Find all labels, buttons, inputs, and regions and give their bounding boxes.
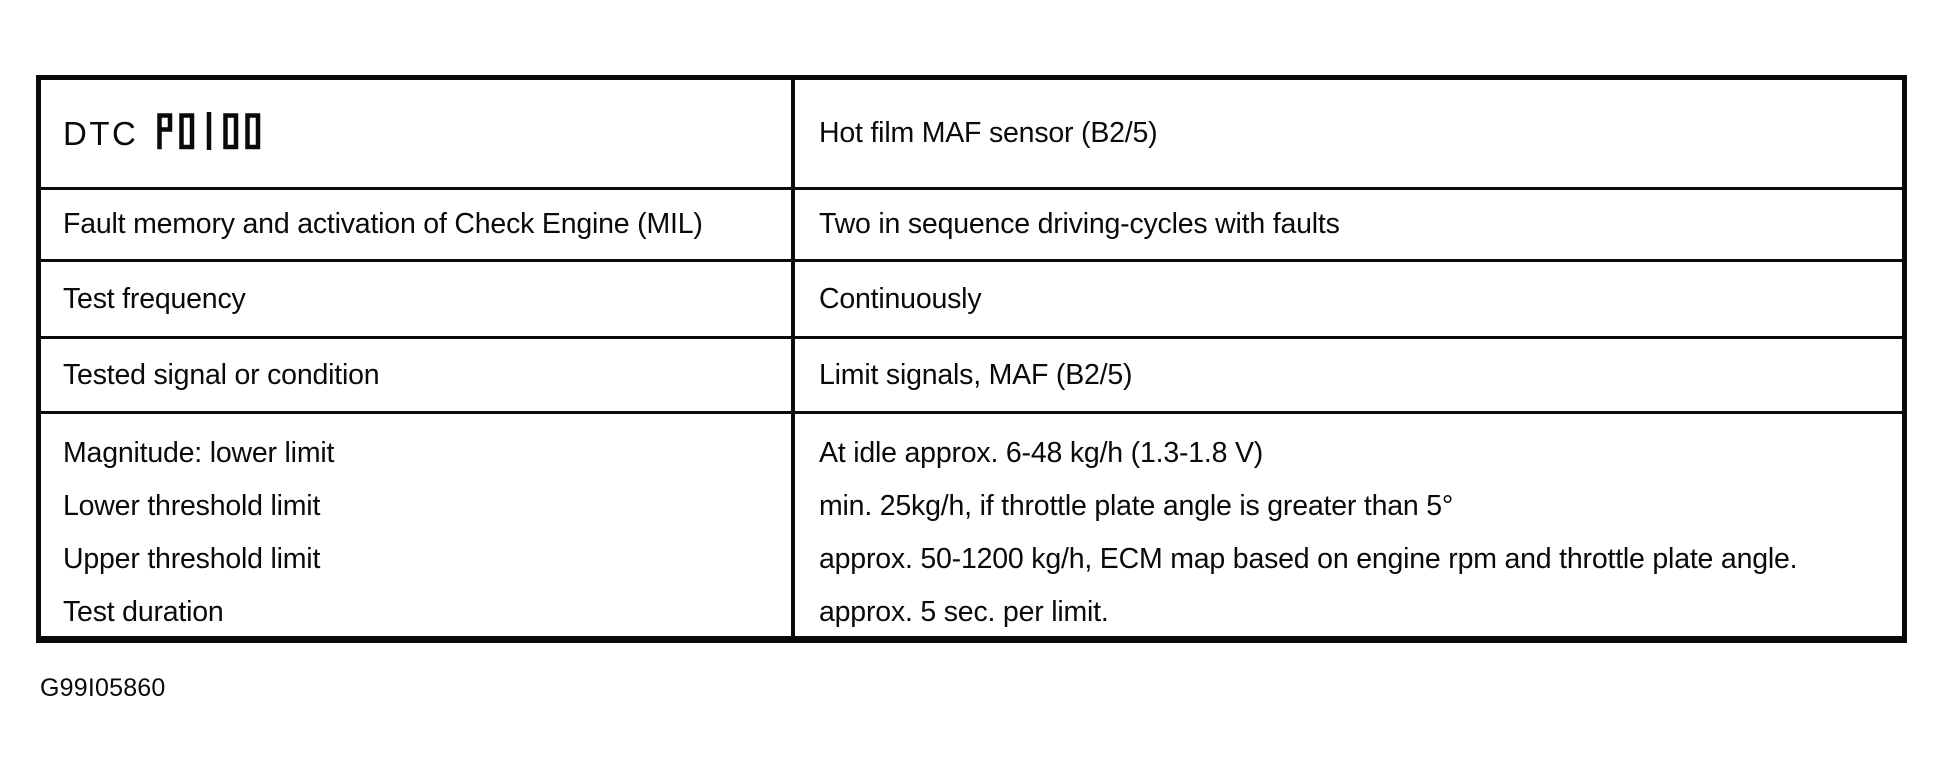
table-row-magnitude <box>41 411 1902 636</box>
test-duration-label-line: Test duration <box>63 596 224 628</box>
test-duration-value-line: approx. 5 sec. per limit. <box>819 596 1109 628</box>
lower-threshold-value-line: min. 25kg/h, if throttle plate angle is greater than 5° <box>819 490 1454 522</box>
magnitude-value-line: At idle approx. 6-48 kg/h (1.3-1.8 V) <box>819 437 1264 469</box>
row-label: Test frequency <box>63 282 246 315</box>
dtc-label: DTC <box>63 114 139 152</box>
row-label-cell <box>41 262 795 336</box>
table-row-tested-signal <box>41 336 1902 411</box>
table-row-fault-memory <box>41 187 1902 259</box>
row-value-cell <box>795 339 1902 411</box>
magnitude-values-cell <box>795 414 1902 636</box>
dtc-code-display <box>156 112 262 158</box>
row-label-cell <box>41 339 795 411</box>
row-value-cell <box>795 190 1902 259</box>
upper-threshold-label-line: Upper threshold limit <box>63 543 321 575</box>
upper-threshold-value-line: approx. 50-1200 kg/h, ECM map based on engine rpm and throttle plate angle. <box>819 543 1798 575</box>
table-row-dtc <box>41 80 1902 187</box>
dtc-label-cell <box>41 80 795 187</box>
figure-id-caption: G99I05860 <box>40 674 166 702</box>
dtc-value-cell <box>795 80 1902 187</box>
lower-threshold-label-line: Lower threshold limit <box>63 490 321 522</box>
row-value: Limit signals, MAF (B2/5) <box>819 358 1133 391</box>
magnitude-label-line: Magnitude: lower limit <box>63 437 335 469</box>
magnitude-labels-cell <box>41 414 795 636</box>
row-value: Continuously <box>819 282 982 315</box>
row-value-cell <box>795 262 1902 336</box>
row-label: Fault memory and activation of Check Engine (MIL) <box>63 208 703 240</box>
row-value: Two in sequence driving-cycles with faults <box>819 208 1340 240</box>
row-label-cell <box>41 190 795 259</box>
dtc-spec-table <box>36 75 1907 643</box>
dtc-value: Hot film MAF sensor (B2/5) <box>819 117 1158 149</box>
row-label: Tested signal or condition <box>63 358 380 391</box>
table-row-test-frequency <box>41 259 1902 336</box>
